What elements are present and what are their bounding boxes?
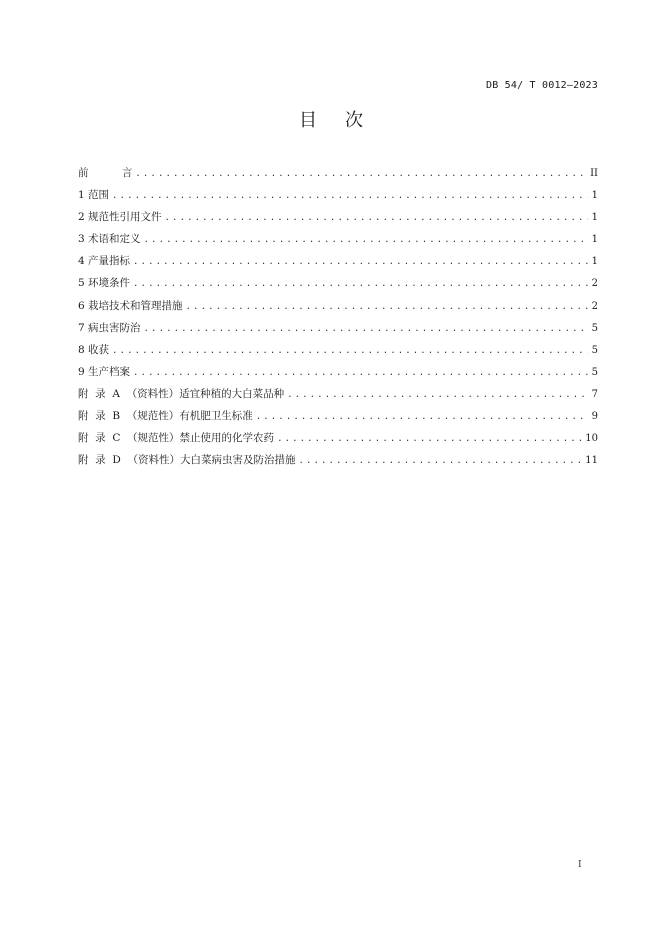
toc-entry-page: 5 — [591, 322, 598, 334]
toc-entry-page: 1 — [591, 190, 598, 202]
toc-entry-label: 2 规范性引用文件 — [78, 211, 162, 224]
dot-leader — [277, 434, 581, 444]
toc-entry-label: 3 术语和定义 — [78, 233, 141, 246]
dot-leader — [133, 257, 588, 267]
dot-leader — [133, 368, 588, 378]
toc-entry-label: 4 产量指标 — [78, 255, 131, 268]
toc-entry-label: 5 环境条件 — [78, 277, 131, 290]
toc-entry-label: 9 生产档案 — [78, 365, 131, 378]
toc-entry-page: 5 — [591, 344, 598, 356]
page-title: 目次 — [299, 110, 391, 131]
toc-entry-scope[interactable] — [78, 187, 598, 209]
toc-entry-normative-references[interactable] — [78, 209, 598, 231]
toc-entry-label: 1 范围 — [78, 189, 110, 202]
toc-entry-terms-definitions[interactable] — [78, 231, 598, 253]
dot-leader — [287, 390, 588, 400]
toc-entry-appendix-c[interactable] — [78, 430, 598, 452]
toc-entry-appendix-b[interactable] — [78, 408, 598, 430]
toc-entry-page: 1 — [591, 234, 598, 246]
toc-entry-page: 9 — [591, 411, 598, 423]
dot-leader — [256, 412, 588, 422]
toc-entry-page: 10 — [585, 433, 598, 445]
dot-leader — [144, 324, 588, 334]
toc-entry-page: 2 — [591, 300, 598, 312]
toc-entry-label: 前 言 — [78, 167, 133, 179]
toc-entry-label: 附 录 D （资料性）大白菜病虫害及防治措施 — [78, 454, 296, 467]
toc-entry-label: 附 录 C （规范性）禁止使用的化学农药 — [78, 432, 275, 445]
toc-entry-environment[interactable] — [78, 275, 598, 297]
toc-entry-label: 附 录 A （资料性）适宜种植的大白菜品种 — [78, 387, 285, 400]
dot-leader — [135, 169, 586, 179]
dot-leader — [112, 191, 588, 201]
toc-entry-harvest[interactable] — [78, 342, 598, 364]
toc-entry-yield-indicators[interactable] — [78, 253, 598, 275]
toc-entry-label: 8 收获 — [78, 343, 110, 356]
toc-entry-page: 1 — [591, 256, 598, 268]
toc-entry-page: 2 — [591, 278, 598, 290]
toc-entry-page: II — [590, 168, 598, 179]
page-number: I — [578, 860, 582, 870]
dot-leader — [298, 456, 581, 466]
toc-entry-pest-control[interactable] — [78, 320, 598, 342]
toc-entry-page: 5 — [591, 366, 598, 378]
dot-leader — [186, 302, 588, 312]
dot-leader — [144, 235, 588, 245]
dot-leader — [133, 279, 588, 289]
toc-entry-page: 11 — [585, 455, 598, 467]
document-code: DB 54/ T 0012—2023 — [486, 80, 598, 91]
toc-entry-label: 6 栽培技术和管理措施 — [78, 299, 183, 312]
toc-entry-cultivation[interactable] — [78, 298, 598, 320]
dot-leader — [112, 346, 588, 356]
toc-entry-appendix-a[interactable] — [78, 386, 598, 408]
table-of-contents — [78, 165, 598, 474]
toc-entry-preface[interactable] — [78, 165, 598, 187]
toc-entry-page: 7 — [591, 388, 598, 400]
dot-leader — [165, 213, 588, 223]
toc-entry-label: 附 录 B （规范性）有机肥卫生标准 — [78, 410, 253, 423]
toc-entry-label: 7 病虫害防治 — [78, 321, 141, 334]
toc-entry-production-records[interactable] — [78, 364, 598, 386]
toc-entry-appendix-d[interactable] — [78, 452, 598, 474]
toc-entry-page: 1 — [591, 212, 598, 224]
